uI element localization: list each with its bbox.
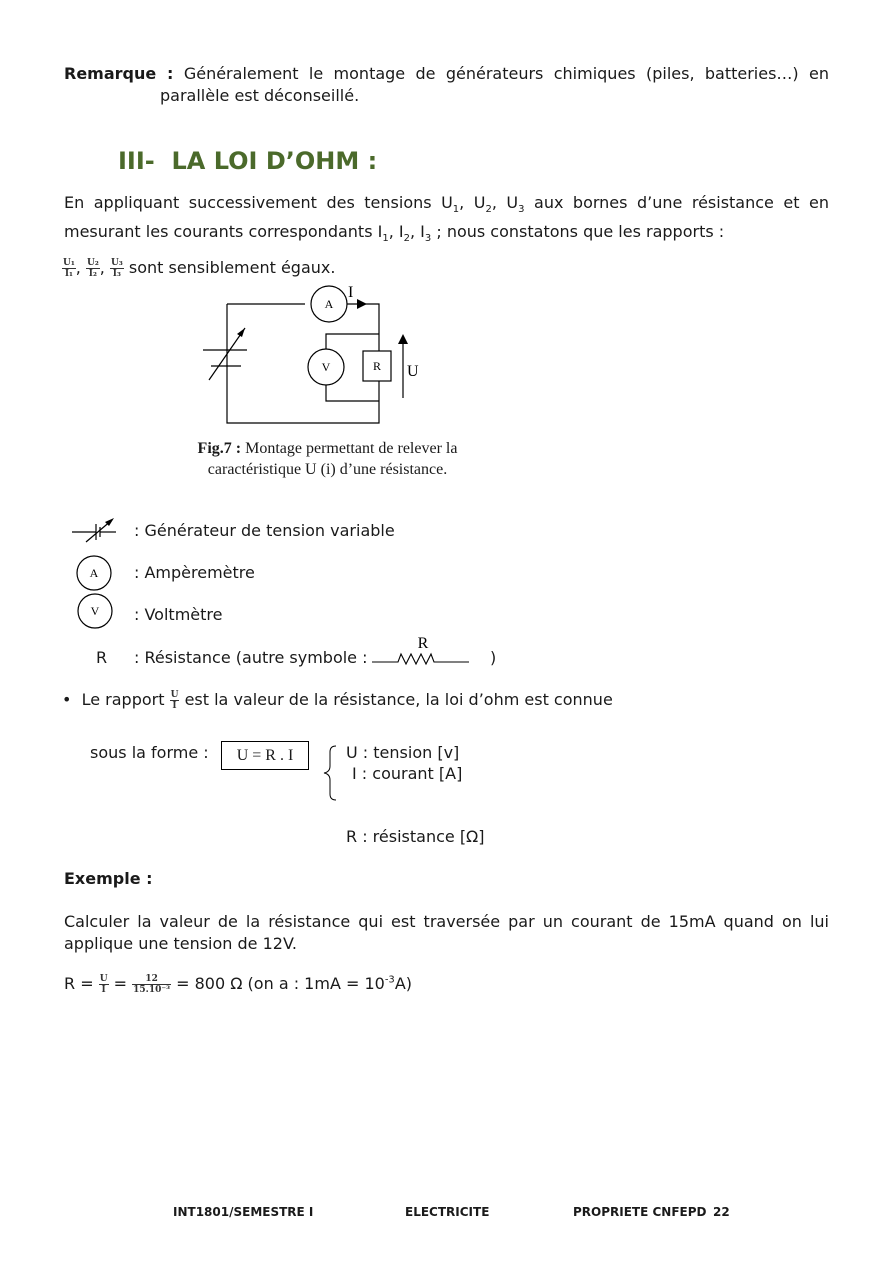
ratio-fraction-3	[110, 258, 124, 279]
footer-code: INT1801/SEMESTRE I	[173, 1205, 314, 1219]
subscript: 3	[518, 204, 525, 216]
remark-line-1	[64, 63, 829, 85]
ammeter-label: A	[324, 297, 334, 311]
ammeter-symbol-text: A	[89, 566, 99, 580]
fraction-numerator: U₁	[63, 258, 75, 268]
example-calculation	[64, 974, 412, 995]
figure-caption-line-2: caractéristique U (i) d’une résistance.	[207, 461, 448, 478]
example-paragraph	[64, 911, 829, 955]
fraction-denominator: I₃	[112, 269, 121, 279]
fraction-denominator: I₁	[64, 269, 73, 279]
calc-fraction-2	[132, 974, 171, 995]
current-label: I	[348, 284, 354, 301]
remark-text-1: Généralement le montage de générateurs chimiques (piles, batteries…) en	[183, 64, 830, 83]
circuit-wire	[227, 304, 382, 423]
legend-ammeter: : Ampèremètre	[134, 563, 255, 582]
footer-page-number: 22	[713, 1205, 730, 1219]
resistor-label: R	[372, 359, 382, 373]
superscript: -3	[384, 974, 395, 986]
fraction-denominator: I	[172, 701, 177, 711]
legend-resistor-close: )	[490, 648, 497, 667]
fraction-numerator: U₃	[110, 258, 123, 268]
generator-arrowhead	[237, 328, 245, 337]
example-label: Exemple :	[64, 869, 153, 888]
fraction-denominator: 15.10⁻³	[133, 985, 171, 995]
fraction-denominator: I₂	[88, 269, 97, 279]
intro-line-1	[64, 192, 829, 221]
section-number: III-	[118, 147, 155, 175]
separator: ,	[99, 258, 105, 277]
remark-block	[64, 63, 829, 107]
ratio-fraction-1	[62, 258, 76, 279]
footer-owner: PROPRIETE CNFEPD	[573, 1205, 707, 1219]
fraction-numerator: U	[99, 974, 108, 984]
law-formula: U = R . I	[236, 747, 294, 764]
ratios-text: sont sensiblement égaux.	[128, 258, 336, 277]
brace-icon	[322, 744, 338, 802]
subscript: 2	[485, 204, 492, 216]
remark-label: Remarque :	[64, 64, 174, 83]
voltage-label: U	[407, 363, 419, 380]
circuit-diagram	[195, 280, 435, 430]
law-prefix: sous la forme :	[90, 743, 209, 762]
figure-label: Fig.7 :	[197, 440, 242, 457]
calc-result: A)	[394, 974, 412, 993]
calc-result: = 800 Ω (on a : 1mA = 10	[176, 974, 385, 993]
voltmeter-label: V	[321, 360, 331, 374]
subscript: 1	[382, 233, 389, 245]
current-arrowhead	[357, 299, 367, 309]
legend-resistor-symbol: R	[96, 648, 108, 667]
subscript: 3	[424, 233, 432, 245]
footer-subject: ELECTRICITE	[405, 1205, 490, 1219]
intro-line-2	[64, 221, 829, 250]
intro-text: , I	[409, 222, 425, 242]
bullet-marker: •	[62, 690, 72, 709]
fraction-numerator: U	[170, 690, 179, 700]
intro-text: , I	[388, 222, 404, 242]
calc-fraction-1	[99, 974, 109, 995]
intro-text: mesurant les courants correspondants I	[64, 222, 383, 242]
resistor-alt-label: R	[417, 635, 429, 652]
voltmeter-symbol-icon	[75, 593, 115, 629]
calc-text: R =	[64, 974, 94, 993]
intro-text: aux bornes d’une résistance et en	[524, 193, 829, 212]
ratios-line	[62, 258, 335, 279]
legend-resistor: : Résistance (autre symbole :	[134, 648, 368, 667]
law-u-definition: U : tension [v]	[346, 743, 460, 762]
voltage-arrowhead	[398, 334, 408, 344]
fraction-numerator: U₂	[86, 258, 99, 268]
legend-generator: : Générateur de tension variable	[134, 521, 395, 540]
bullet-item	[62, 690, 613, 711]
remark-line-2: parallèle est déconseillé.	[160, 86, 360, 105]
law-r-definition: R : résistance [Ω]	[346, 827, 485, 846]
section-title: LA LOI D’OHM :	[171, 147, 378, 175]
intro-text: , U	[491, 193, 519, 212]
bullet-fraction	[170, 690, 180, 711]
example-line-1: Calculer la valeur de la résistance qui est traversée par un courant de 15mA quand on lui	[64, 912, 829, 931]
example-line-2: applique une tension de 12V.	[64, 934, 297, 953]
subscript: 2	[403, 233, 410, 245]
voltmeter-symbol-text: V	[90, 604, 100, 618]
bullet-text: Le rapport	[81, 690, 165, 709]
bullet-text: est la valeur de la résistance, la loi d’ohm est connue	[184, 690, 613, 709]
legend-voltmeter: : Voltmètre	[134, 605, 223, 624]
intro-paragraph	[64, 192, 829, 250]
fraction-numerator: 12	[132, 974, 171, 985]
figure-caption	[150, 438, 505, 480]
intro-text: ; nous constatons que les rapports :	[431, 222, 725, 242]
intro-text: En appliquant successivement des tensions U	[64, 193, 453, 212]
separator: ,	[75, 258, 81, 277]
law-i-definition: I : courant [A]	[352, 764, 463, 783]
generator-symbol-icon	[70, 514, 120, 544]
subscript: 1	[452, 204, 460, 216]
resistor-zigzag-icon	[370, 632, 472, 668]
figure-caption-line-1: Montage permettant de relever la	[241, 440, 458, 457]
ammeter-symbol-icon	[74, 555, 114, 591]
ratio-fraction-2	[86, 258, 100, 279]
law-formula-box	[221, 741, 309, 770]
section-heading	[118, 147, 377, 175]
fraction-denominator: I	[101, 985, 106, 995]
intro-text: , U	[459, 193, 486, 212]
calc-text: =	[113, 974, 128, 993]
